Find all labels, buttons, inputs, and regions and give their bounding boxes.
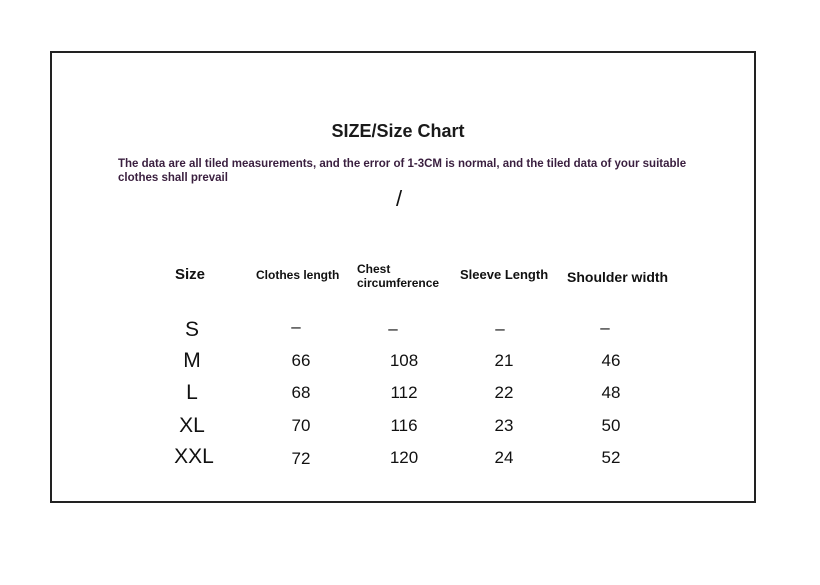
row-sleeve: 21 bbox=[494, 351, 514, 370]
row-shoulder: 52 bbox=[601, 448, 621, 467]
row-chest: – bbox=[388, 319, 398, 338]
row-length: 68 bbox=[291, 383, 311, 402]
row-chest: 108 bbox=[389, 351, 419, 370]
row-chest: 116 bbox=[390, 416, 418, 435]
separator-mark: / bbox=[396, 186, 403, 211]
row-size: XL bbox=[179, 414, 205, 437]
row-sleeve: 23 bbox=[494, 416, 514, 435]
row-chest: 112 bbox=[390, 383, 418, 402]
row-sleeve: 22 bbox=[494, 383, 514, 402]
header-shoulder: Shoulder width bbox=[567, 269, 669, 285]
header-sleeve: Sleeve Length bbox=[460, 267, 549, 282]
row-chest: 120 bbox=[389, 448, 419, 467]
row-length: 70 bbox=[291, 416, 311, 435]
row-shoulder: – bbox=[600, 318, 610, 337]
page-title: SIZE/Size Chart bbox=[331, 121, 465, 141]
row-shoulder: 46 bbox=[601, 351, 621, 370]
row-length: 72 bbox=[291, 449, 311, 468]
row-shoulder: 48 bbox=[601, 383, 621, 402]
row-size: XXL bbox=[174, 445, 214, 468]
header-clothes-length: Clothes length bbox=[256, 268, 340, 282]
row-length: – bbox=[291, 317, 301, 336]
measurement-note: The data are all tiled measurements, and the error of 1-3CM is normal, and the tiled data of your suitable clothes shall prevail bbox=[118, 158, 687, 184]
row-length: 66 bbox=[291, 351, 311, 370]
row-sleeve: 24 bbox=[494, 448, 514, 467]
row-size: M bbox=[183, 349, 201, 372]
header-size: Size bbox=[175, 266, 206, 283]
header-chest: Chest circumference bbox=[357, 262, 440, 290]
row-size: S bbox=[184, 318, 199, 341]
row-shoulder: 50 bbox=[601, 416, 621, 435]
row-sleeve: – bbox=[495, 319, 505, 338]
row-size: L bbox=[186, 381, 198, 404]
